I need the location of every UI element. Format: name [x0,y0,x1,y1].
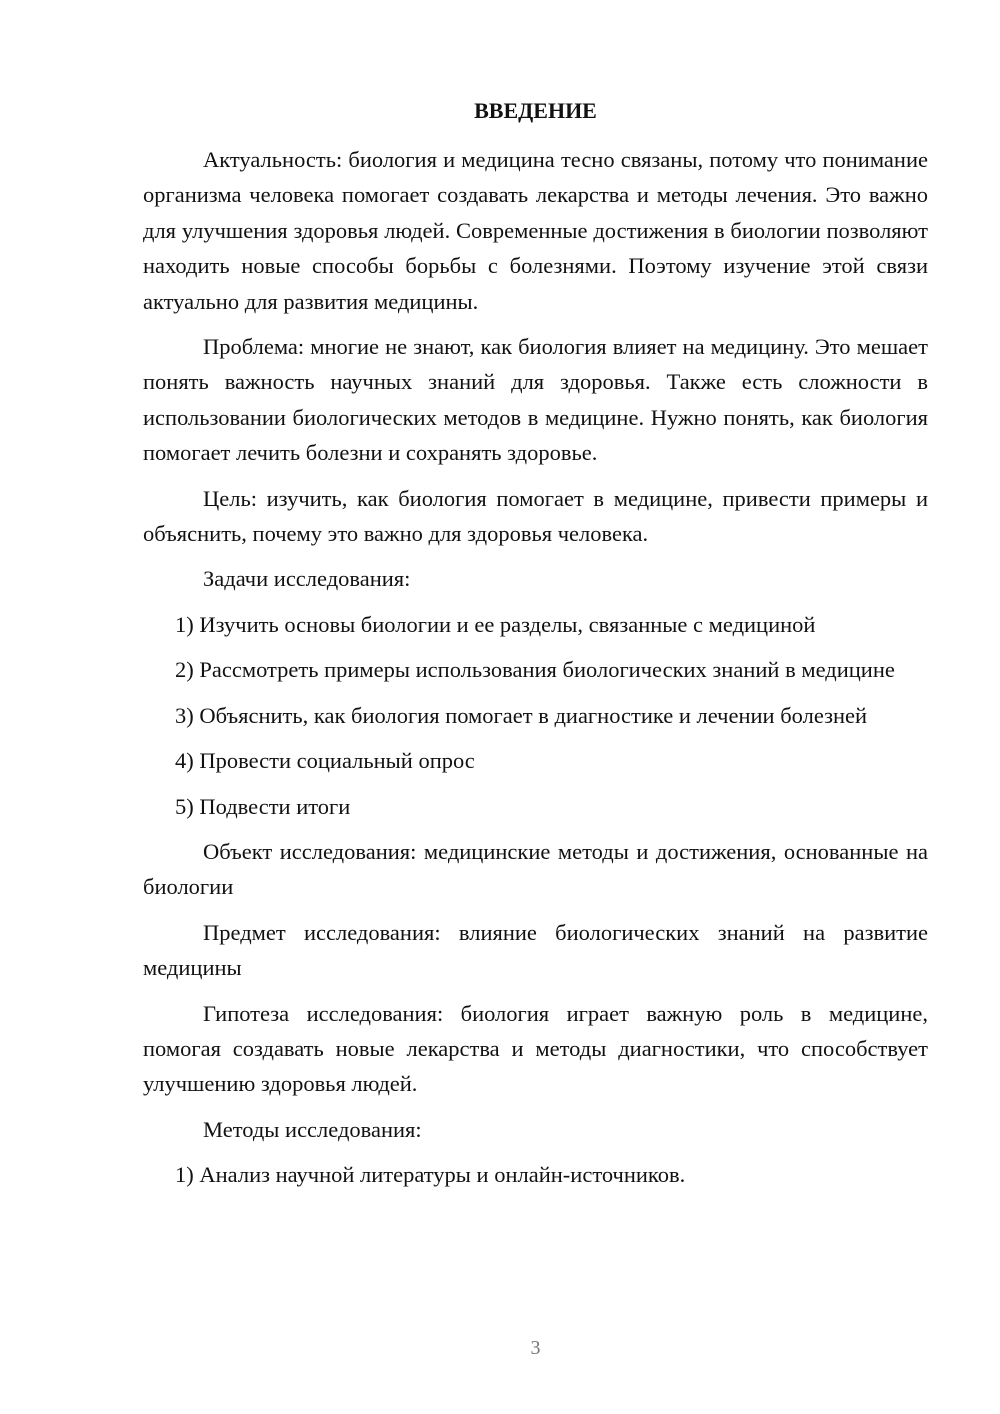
list-item-method-1: 1) Анализ научной литературы и онлайн-источников. [175,1162,686,1188]
paragraph-goal: Цель: изучить, как биология помогает в медицине, привести примеры и объяснить, почему это важно для здоровья человека. [143,485,928,547]
list-item-task-5: 5) Подвести итоги [175,793,351,819]
list-item-task-2: 2) Рассмотреть примеры использования биологических знаний в медицине [175,657,895,683]
list-item-task-4: 4) Провести социальный опрос [175,748,475,774]
paragraph-methods-heading: Методы исследования: [203,1116,422,1142]
section-title: ВВЕДЕНИЕ [474,98,597,123]
document-body [143,142,928,1203]
paragraph-object: Объект исследования: медицинские методы и достижения, основанные на биологии [143,838,928,900]
list-item-task-3: 3) Объяснить, как биология помогает в диагностике и лечении болезней [175,702,868,728]
paragraph-hypothesis: Гипотеза исследования: биология играет важную роль в медицине, помогая создавать новые лекарства и методы диагностики, что способствует улучшению здоровья людей. [143,1000,928,1097]
paragraph-tasks-heading: Задачи исследования: [203,566,411,592]
list-item-task-1: 1) Изучить основы биологии и ее разделы, связанные с медициной [175,611,816,637]
page-number: 3 [530,1337,541,1359]
paragraph-relevance: Актуальность: биология и медицина тесно связаны, потому что понимание организма человека помогает создавать лекарства и методы лечения. Это важно для улучшения здоровья людей. Современные достижения в биологии позволяют находить новые способы борьбы с болезнями. Поэтому изучение этой связи актуально для развития медицины. [143,147,928,314]
paragraph-subject: Предмет исследования: влияние биологических знаний на развитие медицины [143,919,928,981]
paragraph-problem: Проблема: многие не знают, как биология влияет на медицину. Это мешает понять важность научных знаний для здоровья. Также есть сложности в использовании биологических методов в медицине. Нужно понять, как биология помогает лечить болезни и сохранять здоровье. [143,334,928,466]
